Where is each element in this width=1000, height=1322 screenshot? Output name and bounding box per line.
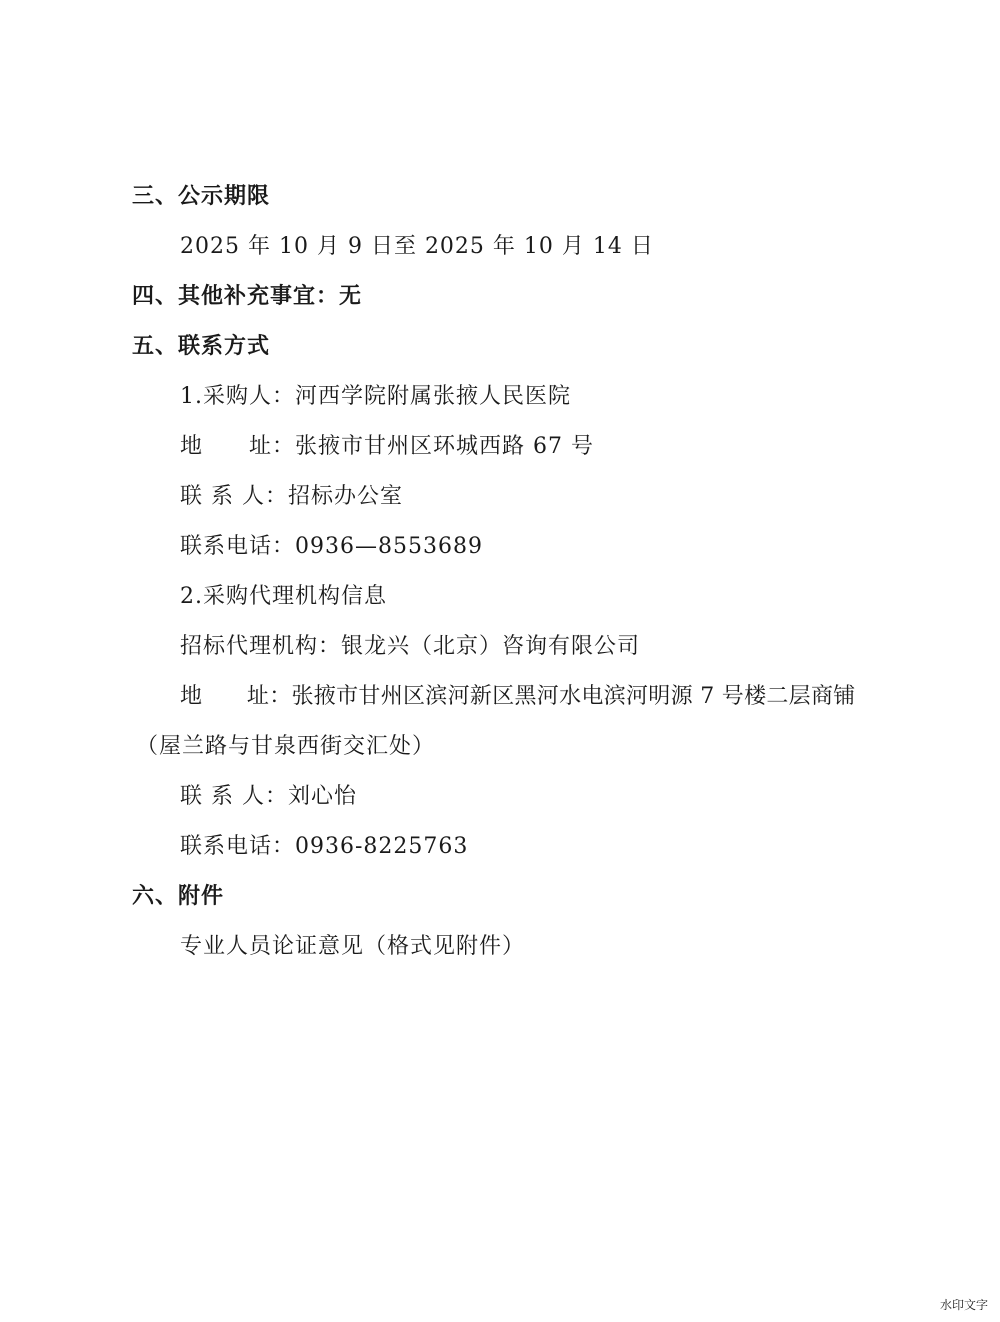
section-6-title: 六、附件 — [132, 884, 225, 909]
purchaser-heading: 1.采购人：河西学院附属张掖人民医院 — [180, 384, 571, 409]
publicity-period: 2025 年 10 月 9 日至 2025 年 10 月 14 日 — [180, 234, 654, 259]
section-4-title: 四、其他补充事宜：无 — [132, 284, 363, 309]
section-5-title: 五、联系方式 — [132, 334, 271, 359]
watermark-text: 水印文字 — [939, 1298, 988, 1312]
agency-contact: 联 系 人：刘心怡 — [180, 784, 357, 809]
agency-address-line2: （屋兰路与甘泉西街交汇处） — [136, 734, 436, 759]
agency-name: 招标代理机构：银龙兴（北京）咨询有限公司 — [180, 634, 641, 659]
attachment-note: 专业人员论证意见（格式见附件） — [180, 934, 526, 959]
agency-heading: 2.采购代理机构信息 — [180, 584, 387, 609]
purchaser-contact: 联 系 人：招标办公室 — [180, 484, 403, 509]
purchaser-phone: 联系电话：0936—8553689 — [180, 534, 483, 559]
purchaser-address: 地 址：张掖市甘州区环城西路 67 号 — [180, 434, 594, 459]
section-3-title: 三、公示期限 — [132, 184, 271, 209]
agency-phone: 联系电话：0936-8225763 — [180, 834, 469, 859]
agency-address-line1: 地 址：张掖市甘州区滨河新区黑河水电滨河明源 7 号楼二层商铺 — [180, 684, 856, 709]
